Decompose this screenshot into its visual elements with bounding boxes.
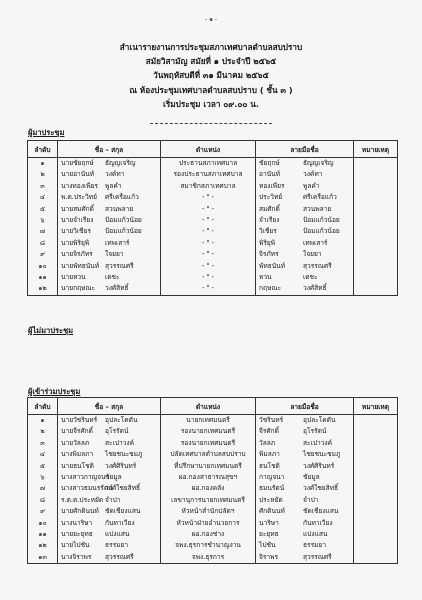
remark-cell (354, 438, 398, 449)
member-name (58, 495, 161, 506)
member-position: ผอ.กองคลัง (161, 483, 256, 494)
remark-cell (354, 238, 398, 249)
member-name (58, 215, 161, 226)
row-number: ๗ (28, 226, 58, 237)
signature-last: จำปา (303, 495, 319, 504)
header-start-time: เริ่มประชุม เวลา ๐๙.๐๐ น. (163, 98, 259, 109)
member-position: - " - (161, 238, 256, 249)
col-position: ตำแหน่ง (161, 398, 256, 415)
table-row (28, 415, 398, 427)
row-number: ๒ (28, 169, 58, 180)
member-name (58, 158, 161, 170)
first-name: นายยะยุทธ (61, 530, 93, 539)
member-signature (256, 495, 354, 506)
first-name: นายวิเชียร (61, 227, 91, 236)
participants-section-title: ผู้เข้าร่วมประชุม (28, 387, 81, 396)
signature-first: พิมลภา (259, 450, 280, 459)
last-name: วงศ์ศิรินทร์ (105, 461, 137, 470)
first-name: นายหวน (61, 273, 86, 282)
member-signature (256, 506, 354, 517)
row-number: ๖ (28, 472, 58, 483)
last-name: ไชยชนะชมภู (105, 450, 143, 459)
row-number: ๑๐ (28, 261, 58, 272)
signature-last: อุโรรัตน์ (303, 427, 327, 436)
member-signature (256, 192, 354, 203)
col-signature: ลายมือชื่อ (256, 141, 354, 158)
member-position: - " - (161, 261, 256, 272)
member-name (58, 415, 161, 427)
member-name (58, 483, 161, 494)
last-name: เตชะ (105, 273, 120, 282)
member-signature (256, 226, 354, 237)
member-position: - " - (161, 215, 256, 226)
member-name (58, 261, 161, 272)
member-position: รองนายกเทศมนตรี (161, 426, 256, 437)
signature-first: พิริยุพิ (259, 238, 276, 247)
signature-first: จีรศักดิ์ (259, 427, 279, 436)
col-remark: หมายเหตุ (354, 141, 398, 158)
signature-first: กฤษณะ (259, 284, 281, 293)
member-signature (256, 449, 354, 460)
member-position: หัวหน้าสำนักปลัดฯ (161, 506, 256, 517)
first-name: นางจิราพร (61, 552, 92, 561)
signature-last: ศรีเครือแก้ว (303, 193, 337, 202)
signature-first: นาริษา (259, 518, 279, 527)
table-row (28, 506, 398, 517)
member-signature (256, 238, 354, 249)
signature-last: สะเปาวงค์ (303, 438, 333, 447)
signature-first: ศักดินนท์ (259, 507, 285, 516)
remark-cell (354, 506, 398, 517)
row-number: ๙ (28, 506, 58, 517)
row-number: ๓ (28, 181, 58, 192)
signature-last: พูลคำ (303, 181, 320, 190)
row-number: ๑๐ (28, 518, 58, 529)
member-signature (256, 169, 354, 180)
participants-table (27, 397, 398, 564)
signature-first: ไปชัน (259, 541, 276, 550)
header-date: วันพฤหัสบดีที่ ๓๑ มีนาคม ๒๕๖๕ (153, 70, 269, 81)
signature-last: ป้อมแก้วน้อย (303, 227, 340, 236)
first-name: นายอานันท์ (61, 170, 95, 179)
row-number: ๗ (28, 483, 58, 494)
signature-first: ธนโชติ (259, 461, 280, 470)
header-divider (150, 123, 272, 124)
signature-first: จิรภัทร (259, 250, 279, 259)
table-row (28, 426, 398, 437)
col-position: ตำแหน่ง (161, 141, 256, 158)
member-signature (256, 249, 354, 260)
member-position: เลขานุการนายกเทศมนตรี (161, 495, 256, 506)
remark-cell (354, 472, 398, 483)
absent-section-title: ผู้ไม่มาประชุม (28, 326, 74, 335)
last-name: สวนพลาย (105, 204, 134, 213)
signature-last: ป้อมแก้วน้อย (303, 216, 340, 225)
remark-cell (354, 249, 398, 260)
member-position: - " - (161, 226, 256, 237)
last-name: ป้อมแก้วน้อย (105, 216, 142, 225)
member-name (58, 204, 161, 215)
signature-first: จิราพร (259, 552, 278, 561)
signature-first: วิเชียร (259, 227, 277, 236)
row-number: ๑๓ (28, 552, 58, 564)
first-name: นางนาริษา (61, 518, 93, 527)
table-row (28, 518, 398, 529)
member-position: ผอ.กองสาธารณสุขฯ (161, 472, 256, 483)
member-signature (256, 204, 354, 215)
first-name: นายวัชรินทร์ (61, 416, 98, 424)
row-number: ๘ (28, 495, 58, 506)
member-position: นายกเทศมนตรี (161, 415, 256, 427)
last-name: อุโรรัตน์ (105, 427, 129, 436)
signature-first: ทองเพียร (259, 181, 285, 190)
table-row (28, 472, 398, 483)
member-signature (256, 552, 354, 564)
last-name: พูลคำ (105, 181, 122, 190)
signature-first: อานันท์ (259, 170, 281, 179)
last-name: เทพเสาร์ (105, 238, 130, 247)
row-number: ๘ (28, 238, 58, 249)
signature-last: วงศ์ใชยสิทธิ์ (303, 484, 339, 493)
signature-last: สุวรรณศรี (303, 552, 332, 561)
signature-last: ชัดเชียงแสน (303, 507, 339, 516)
table-row (28, 169, 398, 180)
member-position: ปลัดเทศบาลตำบลสบปราบ (161, 449, 256, 460)
row-number: ๕ (28, 461, 58, 472)
table-row (28, 181, 398, 192)
row-number: ๑๒ (28, 283, 58, 295)
remark-cell (354, 426, 398, 437)
last-name: สุวรรณศรี (105, 261, 134, 270)
table-row (28, 158, 398, 170)
member-position: สมาชิกสภาเทศบาล (161, 181, 256, 192)
member-position: หัวหน้าฝ่ายอำนวยการ (161, 518, 256, 529)
signature-last: ไชยชนะชมภู (303, 450, 341, 459)
member-position: - " - (161, 204, 256, 215)
first-name: นางสาวธมนรรัตน์ (61, 484, 113, 493)
signature-first: วัลลภ (259, 438, 276, 447)
last-name: ใจยยา (105, 250, 124, 259)
remark-cell (354, 495, 398, 506)
last-name: ธัญญเจริญ (105, 159, 136, 167)
table-row (28, 552, 398, 564)
member-position: รองนายกเทศมนตรี (161, 438, 256, 449)
first-name: นายพัทธนันท์ (61, 261, 100, 270)
first-name: นายธนโชติ (61, 461, 94, 470)
signature-last: แปงแสน (303, 530, 328, 539)
member-name (58, 283, 161, 295)
remark-cell (354, 204, 398, 215)
first-name: นายกฤษณะ (61, 284, 96, 293)
last-name: ศรีเครือแก้ว (105, 193, 139, 202)
first-name: นางพิมลภา (61, 450, 94, 459)
signature-last: ชัยมูล (303, 473, 320, 482)
last-name: กันทาเวียง (105, 518, 135, 527)
signature-first: ยะยุทธ (259, 530, 279, 539)
table-row (28, 283, 398, 295)
member-name (58, 461, 161, 472)
participants-header-row (28, 398, 398, 415)
signature-last: สุวรรณศรี (303, 261, 332, 270)
member-position: ประธานสภาเทศบาล (161, 158, 256, 170)
row-number: ๙ (28, 249, 58, 260)
member-signature (256, 461, 354, 472)
signature-last: วงค์ทา (303, 170, 323, 179)
first-name: นายพิริยุพิ (61, 238, 90, 247)
remark-cell (354, 415, 398, 427)
remark-cell (354, 518, 398, 529)
signature-first: กาญจนา (259, 473, 285, 482)
table-row (28, 204, 398, 215)
member-name (58, 249, 161, 260)
member-name (58, 518, 161, 529)
signature-last: กันทาเวียง (303, 518, 333, 527)
remark-cell (354, 272, 398, 283)
row-number: ๑ (28, 158, 58, 170)
last-name: สุวรรณศรี (105, 552, 134, 561)
row-number: ๕ (28, 204, 58, 215)
first-name: นายจิรภัทร (61, 250, 93, 259)
member-name (58, 169, 161, 180)
remark-cell (354, 461, 398, 472)
row-number: ๓ (28, 438, 58, 449)
header-title: สำเนารายงานการประชุมสภาเทศบาลตำบลสบปราบ (119, 42, 303, 52)
page-number: - ๑ - (205, 16, 217, 23)
member-signature (256, 158, 354, 170)
member-signature (256, 483, 354, 494)
member-name (58, 272, 161, 283)
col-name: ชื่อ – สกุล (58, 141, 161, 158)
first-name: นายจำเรียง (61, 216, 94, 225)
last-name: วงศ์สิทธิ์ (105, 284, 129, 293)
member-name (58, 506, 161, 517)
remark-cell (354, 215, 398, 226)
remark-cell (354, 192, 398, 203)
signature-first: ประวิทย์ (259, 193, 283, 202)
member-name (58, 226, 161, 237)
first-name: นายไปชัน (61, 541, 90, 550)
table-row (28, 249, 398, 260)
member-name (58, 529, 161, 540)
member-signature (256, 529, 354, 540)
first-name: นายวัลลภ (61, 438, 90, 447)
table-row (28, 215, 398, 226)
remark-cell (354, 261, 398, 272)
signature-first: ชัยฤกษ์ (259, 159, 280, 167)
table-row (28, 272, 398, 283)
member-name (58, 192, 161, 203)
signature-first: วัชรินทร์ (259, 416, 284, 424)
table-row (28, 495, 398, 506)
row-number: ๑๒ (28, 540, 58, 551)
last-name: จำปา (105, 495, 121, 504)
member-position: - " - (161, 249, 256, 260)
first-name: พ.ต.ประวิทย์ (61, 193, 98, 202)
attendees-header-row (28, 141, 398, 158)
last-name: ธรรมยา (105, 541, 129, 550)
member-signature (256, 518, 354, 529)
signature-last: ธรรมยา (303, 541, 327, 550)
table-row (28, 226, 398, 237)
attendees-table (27, 140, 398, 296)
row-number: ๑๑ (28, 272, 58, 283)
signature-first: ธมนรัตน์ (259, 484, 285, 493)
member-position: จพง.ธุรการชำนาญงาน (161, 540, 256, 551)
remark-cell (354, 529, 398, 540)
table-row (28, 449, 398, 460)
member-name (58, 540, 161, 551)
row-number: ๒ (28, 426, 58, 437)
member-signature (256, 272, 354, 283)
last-name: ชัยมูล (105, 473, 122, 482)
remark-cell (354, 552, 398, 564)
col-signature: ลายมือชื่อ (256, 398, 354, 415)
signature-last: เทพเสาร์ (303, 238, 328, 247)
first-name: นายจีรศักดิ์ (61, 427, 93, 436)
member-signature (256, 438, 354, 449)
header-session: สมัยวิสามัญ สมัยที่ ๑ ประจำปี ๒๕๖๕ (145, 56, 277, 67)
remark-cell (354, 483, 398, 494)
member-name (58, 181, 161, 192)
signature-last: เตชะ (303, 273, 318, 282)
first-name: นายศักดินนท์ (61, 507, 99, 516)
remark-cell (354, 169, 398, 180)
remark-cell (354, 540, 398, 551)
member-position: ที่ปรึกษานายกเทศมนตรี (161, 461, 256, 472)
table-row (28, 192, 398, 203)
col-name: ชื่อ – สกุล (58, 398, 161, 415)
first-name: นางทองเพียร (61, 181, 98, 190)
col-no: ลำดับ (28, 398, 58, 415)
member-name (58, 449, 161, 460)
table-row (28, 529, 398, 540)
last-name: ชัดเชียงแสน (105, 507, 141, 516)
first-name: ร.ต.ต.ประหยัด (61, 495, 104, 504)
member-signature (256, 472, 354, 483)
signature-first: ประหยัด (259, 495, 283, 504)
signature-first: หวน (259, 273, 272, 282)
table-row (28, 261, 398, 272)
attendees-section-title: ผู้มาประชุม (28, 128, 65, 137)
member-name (58, 438, 161, 449)
signature-last: วงศ์ศิรินทร์ (303, 461, 335, 470)
member-signature (256, 283, 354, 295)
last-name: ป้อมแก้วน้อย (105, 227, 142, 236)
signature-last: อุปละโคตัน (303, 416, 336, 424)
col-no: ลำดับ (28, 141, 58, 158)
member-signature (256, 261, 354, 272)
document-header (0, 40, 422, 111)
last-name: อุปละโคตัน (105, 416, 138, 424)
signature-first: พัทธนันท์ (259, 261, 286, 270)
last-name: สะเปาวงค์ (105, 438, 135, 447)
table-row (28, 238, 398, 249)
member-signature (256, 540, 354, 551)
table-row (28, 540, 398, 551)
last-name: วงศ์ใชยสิทธิ์ (105, 484, 141, 493)
last-name: วงค์ทา (105, 170, 125, 179)
signature-first: สมศักดิ์ (259, 204, 280, 213)
table-row (28, 461, 398, 472)
row-number: ๔ (28, 192, 58, 203)
member-signature (256, 215, 354, 226)
signature-last: ใจยยา (303, 250, 322, 259)
header-location: ณ ห้องประชุมเทศบาลตำบลสบปราบ ( ชั้น ๓ ) (129, 84, 293, 95)
first-name: นางสาวกาญจนา (61, 473, 110, 482)
member-name (58, 472, 161, 483)
first-name: นายชัยฤกษ์ (61, 159, 94, 167)
member-position: ผอ.กองช่าง (161, 529, 256, 540)
signature-first: จำเรียง (259, 216, 280, 225)
remark-cell (354, 158, 398, 170)
member-position: - " - (161, 283, 256, 295)
member-signature (256, 426, 354, 437)
signature-last: สวนพลาย (303, 204, 332, 213)
member-name (58, 552, 161, 564)
remark-cell (354, 283, 398, 295)
row-number: ๔ (28, 449, 58, 460)
signature-last: วงศ์สิทธิ์ (303, 284, 327, 293)
member-position: - " - (161, 192, 256, 203)
remark-cell (354, 226, 398, 237)
member-name (58, 426, 161, 437)
signature-last: ธัญญเจริญ (303, 159, 334, 167)
row-number: ๑๑ (28, 529, 58, 540)
row-number: ๑ (28, 415, 58, 427)
member-signature (256, 181, 354, 192)
member-position: จพง.ธุรการ (161, 552, 256, 564)
member-name (58, 238, 161, 249)
remark-cell (354, 181, 398, 192)
member-position: - " - (161, 272, 256, 283)
member-signature (256, 415, 354, 427)
first-name: นายสมศักดิ์ (61, 204, 94, 213)
table-row (28, 483, 398, 494)
row-number: ๖ (28, 215, 58, 226)
col-remark: หมายเหตุ (354, 398, 398, 415)
table-row (28, 438, 398, 449)
last-name: แปงแสน (105, 530, 130, 539)
remark-cell (354, 449, 398, 460)
member-position: รองประธานสภาเทศบาล (161, 169, 256, 180)
